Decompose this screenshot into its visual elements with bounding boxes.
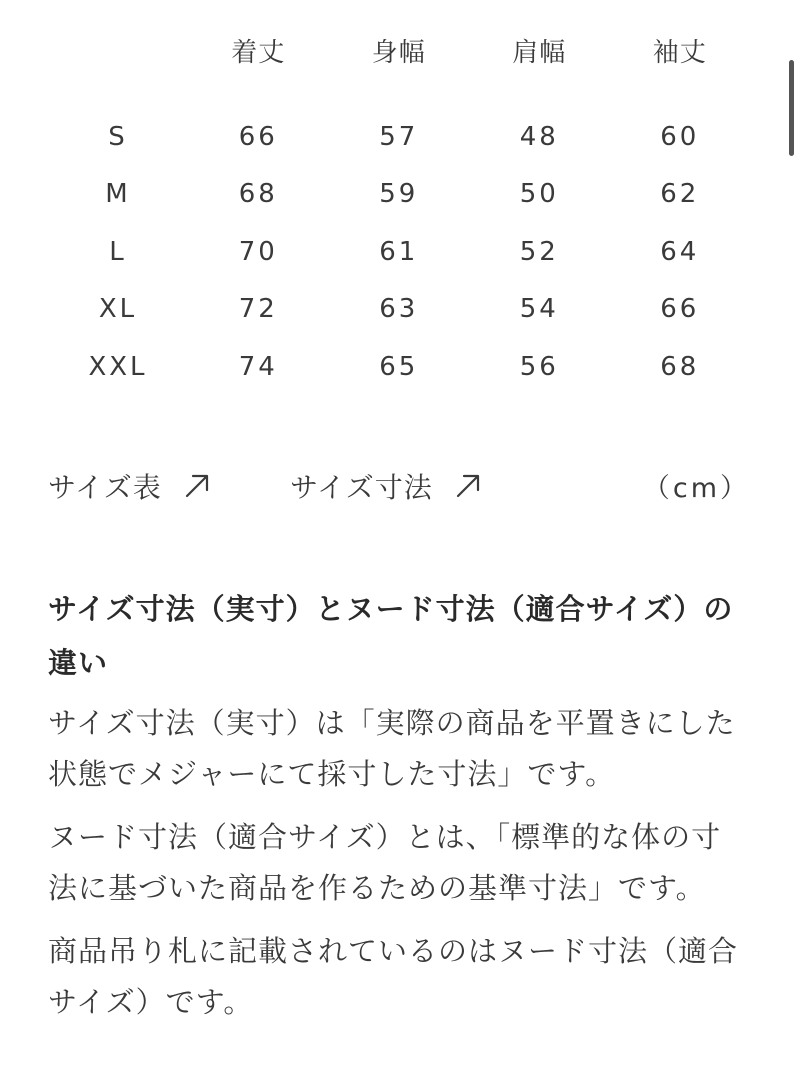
size-links-row [48, 466, 750, 514]
table-cell: 50 [519, 179, 559, 210]
size-chart-link-label: サイズ表 [48, 471, 162, 504]
size-label: S [108, 121, 128, 152]
table-cell: 74 [238, 351, 278, 382]
size-label: M [105, 179, 131, 210]
table-header-row [48, 22, 750, 78]
header-width: 身幅 [371, 37, 426, 68]
table-cell: 59 [379, 179, 419, 210]
header-shoulder: 肩幅 [512, 37, 567, 68]
scrollbar[interactable] [789, 60, 794, 156]
table-cell: 72 [238, 294, 278, 325]
size-label: XXL [88, 351, 148, 382]
size-label: L [109, 236, 127, 267]
size-dimensions-link-label: サイズ寸法 [290, 471, 433, 504]
table-cell: 68 [238, 179, 278, 210]
table-cell: 64 [660, 236, 700, 267]
table-cell: 56 [519, 351, 559, 382]
size-label: XL [98, 294, 138, 325]
table-row [48, 223, 750, 281]
table-cell: 66 [660, 294, 700, 325]
table-cell: 68 [660, 351, 700, 382]
size-dimensions-link[interactable] [290, 466, 483, 506]
description-heading: サイズ寸法（実寸）とヌード寸法（適合サイズ）の違い [48, 592, 734, 680]
size-description [48, 582, 748, 1040]
size-chart-link[interactable] [48, 466, 212, 506]
unit-label: （cm） [642, 473, 750, 504]
table-row [48, 281, 750, 339]
table-cell: 66 [238, 121, 278, 152]
arrow-up-right-icon [182, 471, 212, 501]
table-row [48, 338, 750, 396]
table-cell: 61 [379, 236, 419, 267]
size-table [48, 22, 750, 396]
table-cell: 62 [660, 179, 700, 210]
table-cell: 65 [379, 351, 419, 382]
table-row [48, 108, 750, 166]
description-paragraph: ヌード寸法（適合サイズ）とは、「標準的な体の寸法に基づいた商品を作るための基準寸法」です。 [48, 820, 722, 905]
header-length: 着丈 [231, 37, 286, 68]
table-cell: 57 [379, 121, 419, 152]
header-sleeve: 袖丈 [652, 37, 707, 68]
table-cell: 63 [379, 294, 419, 325]
table-row [48, 166, 750, 224]
table-cell: 54 [519, 294, 559, 325]
arrow-up-right-icon [453, 471, 483, 501]
table-cell: 48 [519, 121, 559, 152]
header-size [48, 22, 188, 78]
table-cell: 52 [519, 236, 559, 267]
table-cell: 60 [660, 121, 700, 152]
description-paragraph: 商品吊り札に記載されているのはヌード寸法（適合サイズ）です。 [48, 934, 739, 1019]
table-cell: 70 [238, 236, 278, 267]
description-paragraph: サイズ寸法（実寸）は「実際の商品を平置きにした状態でメジャーにて採寸した寸法」です。 [48, 706, 736, 791]
